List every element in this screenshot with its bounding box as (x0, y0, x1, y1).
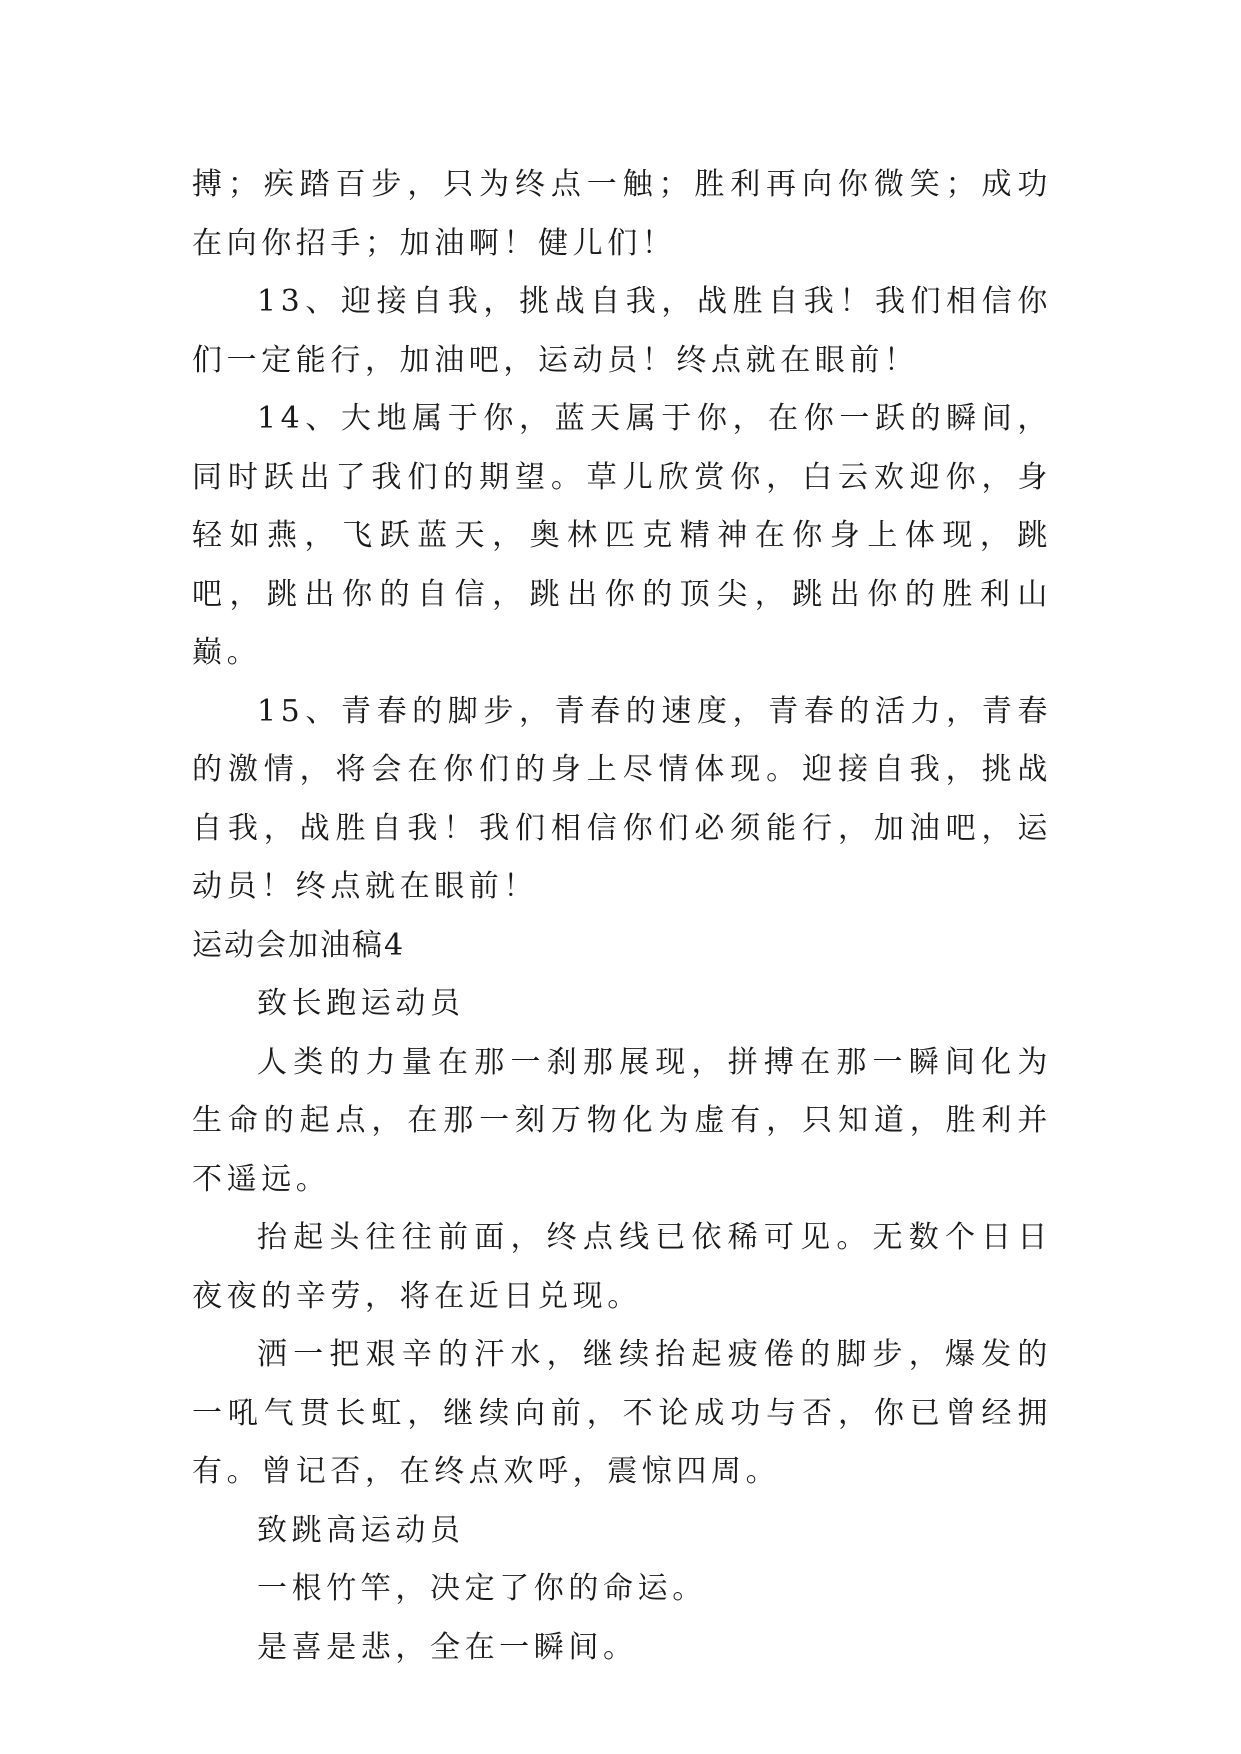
paragraph-long-distance-2: 抬起头往往前面，终点线已依稀可见。无数个日日夜夜的辛劳，将在近日兑现。 (192, 1220, 1052, 1314)
paragraph-high-jump-1: 一根竹竿，决定了你的命运。 (257, 1571, 707, 1606)
paragraph-long-distance-3: 洒一把艰辛的汗水，继续抬起疲倦的脚步，爆发的一吼气贯长虹，继续向前，不论成功与否，你已曾经拥有。曾记否，在终点欢呼，震惊四周。 (192, 1337, 1052, 1489)
subheading-high-jump: 致跳高运动员 (257, 1512, 465, 1548)
paragraph-item-15: 15、青春的脚步，青春的速度，青春的活力，青春的激情，将会在你们的身上尽情体现。迎接自我，挑战自我，战胜自我！我们相信你们必须能行，加油吧，运动员！终点就在眼前！ (192, 693, 1052, 904)
paragraph-item-13: 13、迎接自我，挑战自我，战胜自我！我们相信你们一定能行，加油吧，运动员！终点就在眼前！ (192, 284, 1052, 378)
paragraph-continuation: 搏；疾踏百步，只为终点一触；胜利再向你微笑；成功在向你招手；加油啊！健儿们！ (192, 167, 1052, 261)
document-body (192, 156, 1052, 1677)
subheading-long-distance: 致长跑运动员 (257, 986, 465, 1021)
section-heading: 运动会加油稿4 (192, 927, 406, 963)
paragraph-high-jump-2: 是喜是悲，全在一瞬间。 (257, 1629, 638, 1665)
paragraph-long-distance-1: 人类的力量在那一刹那展现，拼搏在那一瞬间化为生命的起点，在那一刻万物化为虚有，只知道，胜利并不遥远。 (192, 1044, 1052, 1197)
paragraph-item-14: 14、大地属于你，蓝天属于你，在你一跃的瞬间，同时跃出了我们的期望。草儿欣赏你，白云欢迎你，身轻如燕，飞跃蓝天，奥林匹克精神在你身上体现，跳吧，跳出你的自信，跳出你的顶尖，跳出你的胜利山巅。 (192, 401, 1052, 670)
